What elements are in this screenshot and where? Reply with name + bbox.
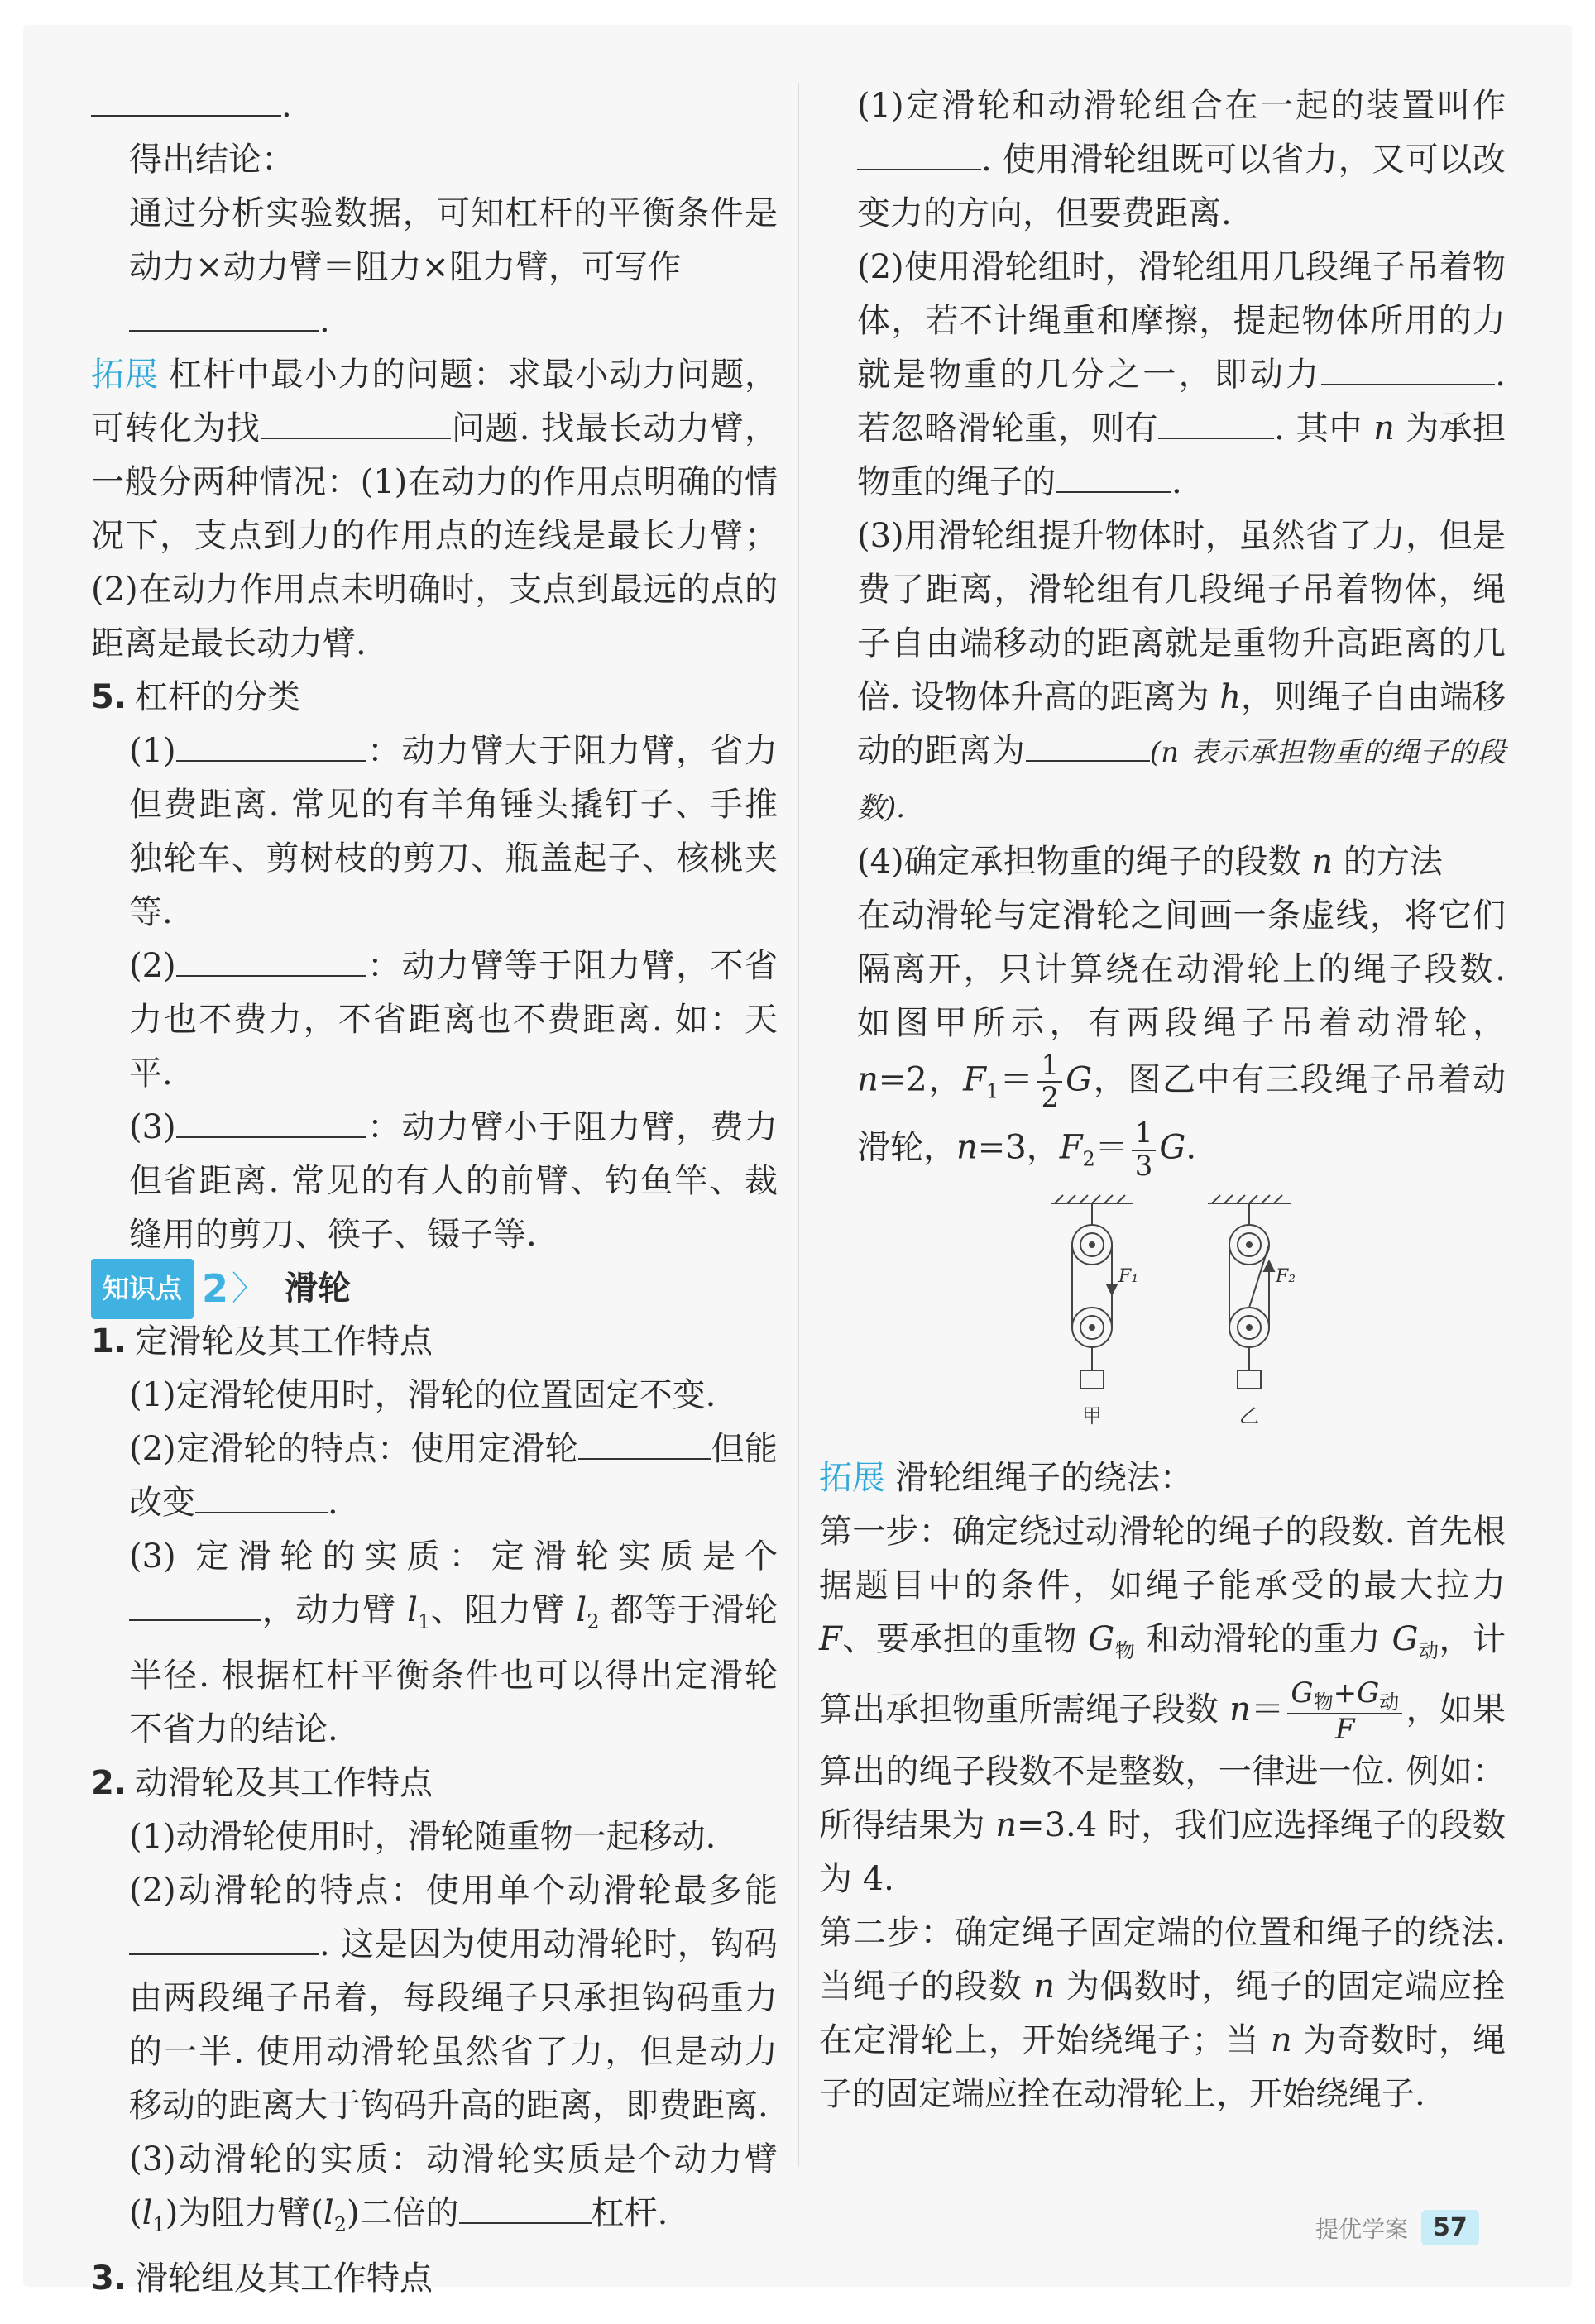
answer-blank[interactable]: [1026, 727, 1150, 762]
force-f1-label: F₁: [1118, 1265, 1139, 1287]
left-column: [91, 79, 778, 2306]
pulley-group-1: (1)定滑轮和动滑轮组合在一起的装置叫作. 使用滑轮组既可以省力，又可以改变力的方向，但要费距离.: [857, 87, 1506, 232]
continuation-line: .: [91, 79, 778, 133]
answer-blank[interactable]: [129, 1586, 261, 1621]
extension-box-2-title: 拓展 滑轮组绳子的绕法：: [819, 1458, 1193, 1497]
answer-blank[interactable]: [195, 1479, 328, 1513]
answer-blank[interactable]: [129, 297, 319, 332]
answer-blank[interactable]: [578, 1425, 711, 1460]
conclusion-body: 通过分析实验数据，可知杠杆的平衡条件是动力×动力臂＝阻力×阻力臂，可写作 .: [129, 194, 778, 340]
pulley-2-c: (3)动滑轮的实质：动滑轮实质是个动力臂$(l_1)$为阻力臂$(l_2)$二倍的 杠杆.: [129, 2140, 778, 2236]
winding-step-2: 第二步：确定绳子固定端的位置和绳子的绕法. 当绳子的段数 n 为偶数时，绳子的固定端应拴在定滑轮上，开始绕绳子；当 n 为奇数时，绳子的固定端应拴在动滑轮上，开始绕绳子.: [819, 1914, 1506, 2114]
pulley-1-heading: 1. 定滑轮及其工作特点: [91, 1322, 433, 1360]
extension-tag: 拓展: [91, 356, 159, 394]
pulley-1-a: (1)定滑轮使用时，滑轮的位置固定不变.: [129, 1376, 716, 1414]
pulley-1-c: (3) 定滑轮的实质：定滑轮实质是个，动力臂 $l_1$、阻力臂 $l_2$ 都等于滑轮半径. 根据杠杆平衡条件也可以得出定滑轮不省力的结论.: [129, 1537, 778, 1748]
page-footer: [1315, 2210, 1479, 2245]
pulley-3-heading: 3. 滑轮组及其工作特点: [91, 2259, 433, 2298]
answer-blank[interactable]: [176, 942, 366, 977]
section-5-heading: 5. 杠杆的分类: [91, 678, 301, 716]
answer-blank[interactable]: [261, 404, 451, 439]
pulley-group-2: (2)使用滑轮组时，滑轮组用几段绳子吊着物体，若不计绳重和摩擦，提起物体所用的力就是物重的几分之一，即动力 . 若忽略滑轮重，则有 . 其中 n 为承担物重的绳子的 .: [857, 248, 1506, 501]
right-column: [819, 79, 1506, 2121]
pulley-2-heading: 2. 动滑轮及其工作特点: [91, 1764, 433, 1802]
figure-label-jia: 甲: [1082, 1403, 1102, 1427]
lever-class-3: (3) ：动力臂小于阻力臂，费力但省距离. 常见的有人的前臂、钓鱼竿、裁缝用的剪刀、筷子、镊子等.: [91, 1101, 778, 1262]
answer-blank[interactable]: [459, 2189, 592, 2224]
chevron-right-icon: 〉: [232, 1269, 266, 1308]
answer-blank[interactable]: [1158, 404, 1274, 439]
winding-step-1: 第一步：确定绕过动滑轮的绳子的段数. 首先根据题目中的条件，如绳子能承受的最大拉力 F、要承担的重物 $G_物$ 和动滑轮的重力 $G_动$，计算出承担物重所需绳子段数 n＝ $\frac{G_物+G_动}{F}$ ，如果算出的绳子段数不是整数，一律进一位. 例如：所得结果为 n=3.4 时，我们应选择绳子的段数为 4.: [819, 1512, 1506, 1899]
answer-blank[interactable]: [1056, 458, 1171, 493]
extension-tag: 拓展: [819, 1458, 885, 1497]
figure-label-yi: 乙: [1239, 1403, 1259, 1427]
pulley-group-3: (3)用滑轮组提升物体时，虽然省了力，但是费了距离，滑轮组有几段绳子吊着物体，绳子自由端移动的距离就是重物升高距离的几倍. 设物体升高的距离为 h，则绳子自由端移动的距离为 (n 表示承担物重的绳子的段数).: [857, 517, 1506, 825]
lever-class-2: (2) ：动力臂等于阻力臂，不省力也不费力，不省距离也不费距离. 如：天平.: [91, 940, 778, 1101]
pulley-group-4-body: 在动滑轮与定滑轮之间画一条虚线，将它们隔离开，只计算绕在动滑轮上的绳子段数. 如图甲所示，有两段绳子吊着动滑轮，n=2，$F_1=$ $\frac{1}{2}$ G，图乙中有三段绳子吊着动滑轮，n=3，$F_2=$ $\frac{1}{3}$ G.: [857, 897, 1506, 1183]
knowledge-point-header: [91, 1262, 778, 1315]
answer-blank[interactable]: [129, 1920, 319, 1955]
pulley-diagram: [819, 1187, 1506, 1451]
pulley-2-b: (2)动滑轮的特点：使用单个动滑轮最多能. 这是因为使用动滑轮时，钩码由两段绳子吊着，每段绳子只承担钩码重力的一半. 使用动滑轮虽然省了力，但是动力移动的距离大于钩码升高的距离，即费距离.: [129, 1872, 778, 2125]
column-divider: [798, 83, 799, 2167]
force-f2-label: F₂: [1276, 1265, 1296, 1287]
fraction-one-half: $\frac{1}{2}$: [1037, 1050, 1062, 1114]
extension-box-1: 拓展 杠杆中最小力的问题：求最小动力问题，可转化为找 问题. 找最长动力臂，一般分两种情况：(1)在动力的作用点明确的情况下，支点到力的作用点的连线是最长力臂；(2)在动力作用点未明确时，支点到最远的点的距离是最长动力臂.: [91, 356, 778, 662]
page-number: 57: [1421, 2210, 1479, 2245]
answer-blank[interactable]: [857, 136, 981, 170]
footer-book-title: 提优学案: [1315, 2215, 1409, 2243]
pulley-figure: [819, 1187, 1506, 1451]
knowledge-point-title: 滑轮: [285, 1269, 352, 1308]
answer-blank[interactable]: [91, 82, 281, 117]
answer-blank[interactable]: [176, 1103, 366, 1138]
knowledge-point-badge: 知识点: [91, 1259, 194, 1319]
fraction-rope-count: $\frac{G_物+G_动}{F}$: [1287, 1678, 1402, 1746]
pulley-group-4-title: (4)确定承担物重的绳子的段数 n 的方法: [857, 843, 1443, 881]
pulley-1-b: (2)定滑轮的特点：使用定滑轮 但能改变 .: [91, 1423, 778, 1530]
answer-blank[interactable]: [176, 727, 366, 762]
knowledge-point-number: 2: [202, 1265, 229, 1311]
fraction-one-third: $\frac{1}{3}$: [1132, 1118, 1157, 1182]
conclusion-title: 得出结论：: [129, 141, 295, 179]
lever-class-1: (1) ：动力臂大于阻力臂，省力但费距离. 常见的有羊角锤头撬钉子、手推独轮车、剪树枝的剪刀、瓶盖起子、核桃夹等.: [91, 724, 778, 940]
pulley-2-a: (1)动滑轮使用时，滑轮随重物一起移动.: [129, 1818, 716, 1856]
answer-blank[interactable]: [1321, 351, 1495, 385]
